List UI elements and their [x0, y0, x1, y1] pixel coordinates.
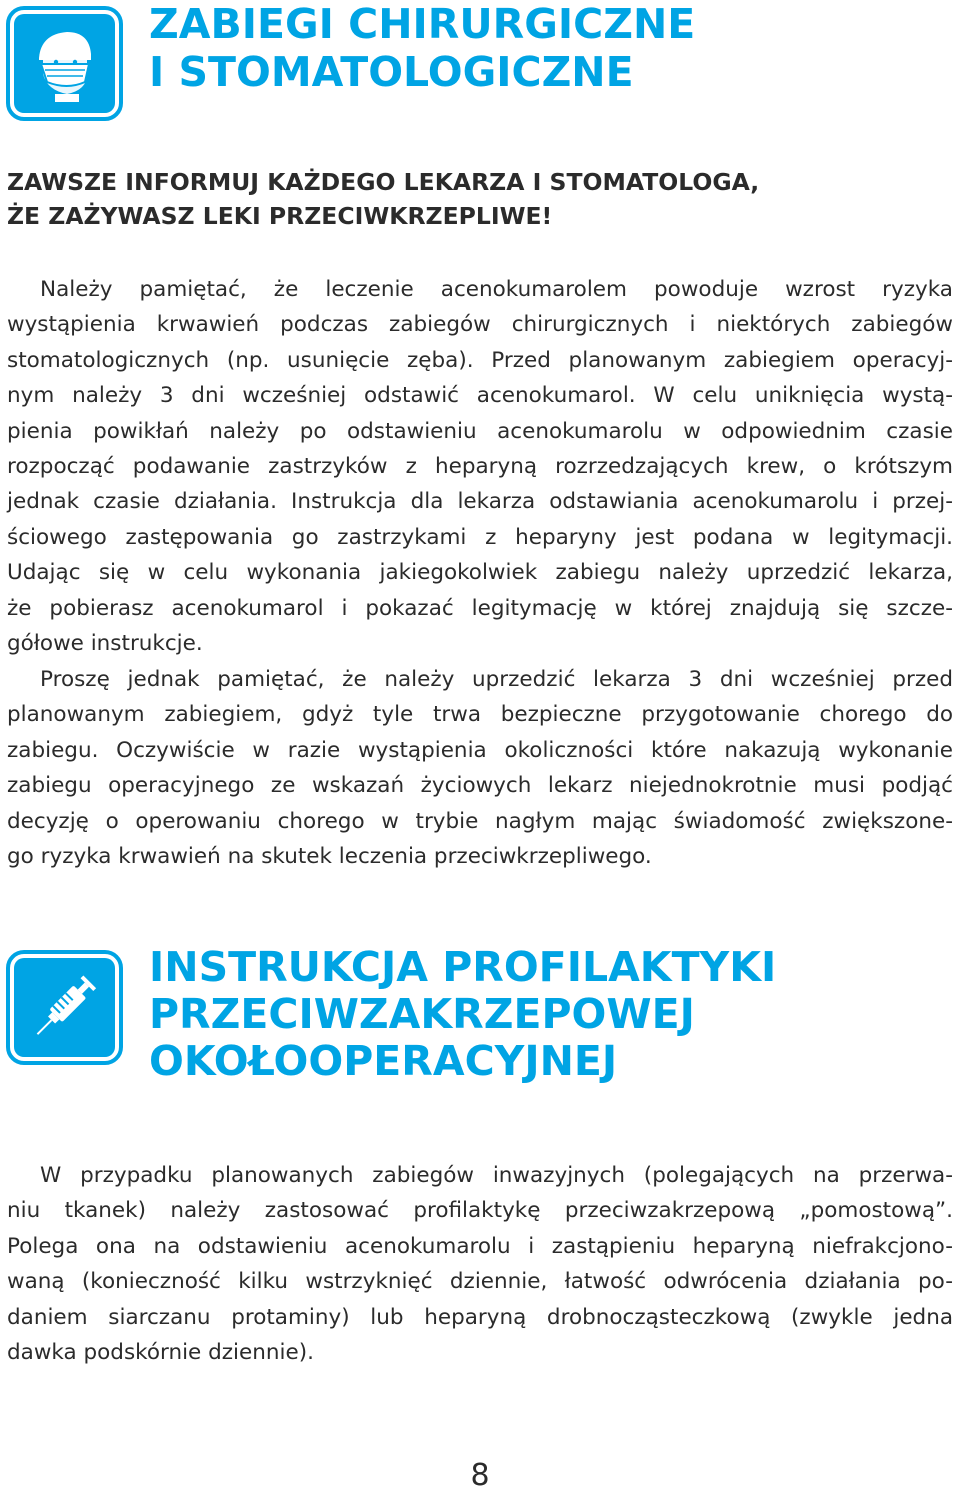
section1-paragraph-2: [7, 662, 953, 874]
section2-title-line: PRZECIWZAKRZEPOWEJ: [149, 990, 695, 1038]
warning-line: ŻE ZAŻYWASZ LEKI PRZECIWKRZEPLIWE!: [7, 202, 553, 230]
warning-heading: [7, 165, 957, 233]
paragraph-line: rozpocząć podawanie zastrzyków z heparyną rozrzedzających krew, o krótszym: [7, 454, 953, 480]
paragraph-line: gółowe instrukcje.: [7, 631, 203, 657]
paragraph-line: daniem siarczanu protaminy) lub heparyną drobnocząsteczkową (zwykle jedna: [7, 1304, 953, 1330]
paragraph-line: Należy pamiętać, że leczenie acenokumarolem powoduje wzrost ryzyka: [40, 277, 953, 302]
syringe-icon-box: [6, 950, 123, 1065]
surgeon-icon-box: [6, 6, 123, 121]
paragraph-line: decyzję o operowaniu chorego w trybie nagłym mając świadomość zwiększone-: [7, 808, 953, 834]
section2-paragraph: [7, 1158, 953, 1370]
paragraph-line: niu tkanek) należy zastosować profilaktykę przeciwzakrzepową „pomostową”.: [7, 1198, 953, 1224]
paragraph-line: dawka podskórnie dziennie).: [7, 1340, 314, 1366]
warning-line: ZAWSZE INFORMUJ KAŻDEGO LEKARZA I STOMATOLOGA,: [7, 168, 760, 196]
paragraph-line: Proszę jednak pamiętać, że należy uprzedzić lekarza 3 dni wcześniej przed: [40, 667, 953, 692]
section2-title-line: OKOŁOOPERACYJNEJ: [149, 1037, 618, 1085]
section1-paragraph-1: [7, 272, 953, 661]
paragraph-line: że pobierasz acenokumarol i pokazać legitymację w której znajdują się szcze-: [7, 595, 953, 621]
paragraph-line: waną (konieczność kilku wstrzyknięć dziennie, łatwość odwrócenia działania po-: [7, 1269, 953, 1295]
paragraph-line: ściowego zastępowania go zastrzykami z heparyny jest podana w legitymacji.: [7, 524, 953, 550]
paragraph-line: pienia powikłań należy po odstawieniu acenokumarolu w odpowiednim czasie: [7, 418, 953, 444]
paragraph-line: Udając się w celu wykonania jakiegokolwiek zabiegu należy uprzedzić lekarza,: [7, 560, 953, 586]
section1-title-line: ZABIEGI CHIRURGICZNE: [149, 0, 696, 48]
section2-title-line: INSTRUKCJA PROFILAKTYKI: [149, 943, 777, 991]
paragraph-line: zabiegu operacyjnego ze wskazań życiowych lekarz niejednokrotnie musi podjąć: [7, 773, 953, 799]
section1-title-line: I STOMATOLOGICZNE: [149, 48, 634, 96]
paragraph-line: W przypadku planowanych zabiegów inwazyjnych (polegających na przerwa-: [40, 1163, 953, 1188]
paragraph-line: nym należy 3 dni wcześniej odstawić acenokumarol. W celu uniknięcia wystą-: [7, 383, 953, 409]
syringe-icon: [25, 968, 105, 1048]
paragraph-line: stomatologicznych (np. usunięcie zęba). Przed planowanym zabiegiem operacyj-: [7, 347, 953, 373]
page-number: 8: [470, 1458, 490, 1493]
paragraph-line: go ryzyka krwawień na skutek leczenia przeciwkrzepliwego.: [7, 844, 652, 870]
paragraph-line: planowanym zabiegiem, gdyż tyle trwa bezpieczne przygotowanie chorego do: [7, 702, 953, 728]
paragraph-line: wystąpienia krwawień podczas zabiegów chirurgicznych i niektórych zabiegów: [7, 312, 953, 338]
surgeon-mask-icon: [25, 24, 105, 104]
section1-title: [149, 0, 695, 96]
paragraph-line: zabiegu. Oczywiście w razie wystąpienia okoliczności które nakazują wykonanie: [7, 737, 953, 763]
paragraph-line: jednak czasie działania. Instrukcja dla lekarza odstawiania acenokumarolu i przej-: [7, 489, 953, 515]
paragraph-line: Polega ona na odstawieniu acenokumarolu i zastąpieniu heparyną niefrakcjono-: [7, 1233, 953, 1259]
section2-title: [149, 944, 776, 1085]
